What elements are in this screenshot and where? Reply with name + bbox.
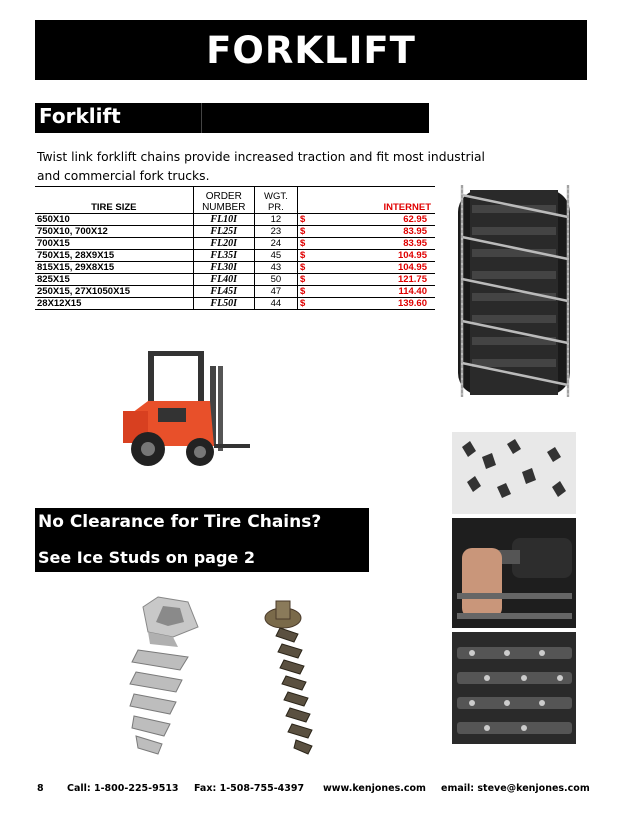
cell-weight: 24	[254, 238, 297, 250]
price-amount: 139.60	[397, 298, 427, 309]
cell-weight: 45	[254, 250, 297, 262]
price-amount: 104.95	[397, 262, 427, 273]
cell-order-number: FL40I	[193, 274, 254, 286]
price-amount: 114.40	[398, 286, 427, 297]
chained-tire-image	[440, 175, 590, 400]
forklift-image	[118, 346, 253, 476]
clearance-subheading: See Ice Studs on page 2	[38, 548, 255, 567]
header-internet: INTERNET	[297, 187, 435, 214]
price-currency: $	[299, 298, 306, 309]
header-tire-size: TIRE SIZE	[35, 187, 193, 214]
clearance-callout	[35, 508, 369, 572]
cell-weight: 50	[254, 274, 297, 286]
footer-fax: Fax: 1-508-755-4397	[194, 783, 305, 794]
intro-text	[37, 148, 487, 186]
cell-weight: 47	[254, 286, 297, 298]
page-number: 8	[37, 783, 44, 794]
table-row	[35, 274, 435, 286]
cell-order-number: FL10I	[193, 214, 254, 226]
cell-price	[297, 286, 435, 298]
studded-tire-photo	[452, 632, 576, 744]
chain-price-table	[35, 186, 435, 310]
clearance-heading: No Clearance for Tire Chains?	[38, 512, 322, 532]
cell-order-number: FL30I	[193, 262, 254, 274]
cell-price	[297, 238, 435, 250]
ice-studs-photo	[452, 432, 576, 514]
cell-price	[297, 226, 435, 238]
table-row	[35, 262, 435, 274]
table-row	[35, 250, 435, 262]
price-amount: 83.95	[403, 238, 427, 249]
cell-order-number: FL35I	[193, 250, 254, 262]
stud-install-photo	[452, 518, 576, 628]
table-row	[35, 286, 435, 298]
cell-tire-size: 815X15, 29X8X15	[35, 262, 193, 274]
table-body	[35, 214, 435, 310]
page-banner	[35, 20, 587, 80]
section-divider	[201, 103, 202, 133]
cell-weight: 43	[254, 262, 297, 274]
cell-price	[297, 262, 435, 274]
cell-weight: 12	[254, 214, 297, 226]
cell-order-number: FL45I	[193, 286, 254, 298]
price-amount: 62.95	[403, 214, 427, 225]
price-currency: $	[299, 238, 306, 249]
intro-line-2: and commercial fork trucks.	[37, 169, 210, 183]
dark-ice-screw-image	[258, 596, 333, 771]
header-order-line2: NUMBER	[202, 202, 246, 213]
header-order-number	[193, 187, 254, 214]
cell-tire-size: 700X15	[35, 238, 193, 250]
header-weight	[254, 187, 297, 214]
cell-order-number: FL20I	[193, 238, 254, 250]
cell-tire-size: 28X12X15	[35, 298, 193, 310]
footer-email: email: steve@kenjones.com	[441, 783, 590, 794]
price-currency: $	[299, 214, 306, 225]
cell-price	[297, 214, 435, 226]
header-wgt-line2: PR.	[267, 202, 284, 213]
section-title: Forklift	[39, 104, 121, 128]
cell-price	[297, 250, 435, 262]
price-amount: 83.95	[403, 226, 427, 237]
intro-line-1: Twist link forklift chains provide increased traction and fit most industrial	[37, 150, 485, 164]
price-currency: $	[299, 250, 306, 261]
cell-tire-size: 825X15	[35, 274, 193, 286]
cell-order-number: FL25I	[193, 226, 254, 238]
cell-tire-size: 750X10, 700X12	[35, 226, 193, 238]
header-order-line1: ORDER	[205, 191, 242, 202]
price-currency: $	[299, 262, 306, 273]
cell-tire-size: 650X10	[35, 214, 193, 226]
cell-price	[297, 274, 435, 286]
price-amount: 121.75	[397, 274, 427, 285]
footer-phone: Call: 1-800-225-9513	[67, 783, 179, 794]
price-currency: $	[299, 274, 306, 285]
price-currency: $	[299, 286, 306, 297]
section-header	[35, 103, 429, 133]
table-header-row	[35, 187, 435, 214]
cell-weight: 23	[254, 226, 297, 238]
price-currency: $	[299, 226, 306, 237]
header-wgt-line1: WGT.	[264, 191, 288, 202]
price-amount: 104.95	[397, 250, 427, 261]
table-row	[35, 298, 435, 310]
cell-tire-size: 250X15, 27X1050X15	[35, 286, 193, 298]
banner-title: FORKLIFT	[206, 28, 416, 72]
table-row	[35, 214, 435, 226]
table-row	[35, 226, 435, 238]
cell-order-number: FL50I	[193, 298, 254, 310]
table-row	[35, 238, 435, 250]
cell-weight: 44	[254, 298, 297, 310]
cell-tire-size: 750X15, 28X9X15	[35, 250, 193, 262]
footer-website: www.kenjones.com	[323, 783, 426, 794]
cell-price	[297, 298, 435, 310]
silver-ice-stud-image	[118, 592, 218, 762]
